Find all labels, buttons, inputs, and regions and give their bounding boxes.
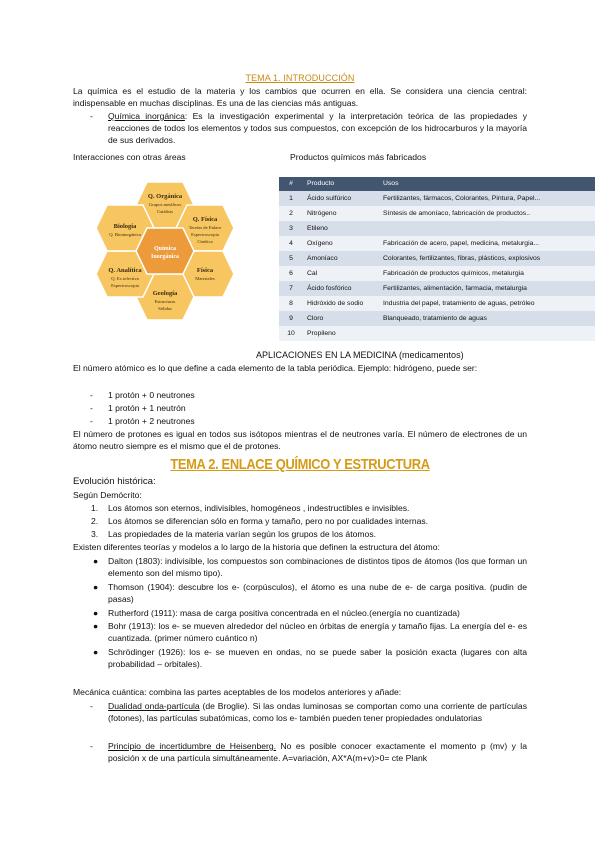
row-uses [379,326,595,341]
heisenberg-item [90,740,527,764]
model-text: Bohr (1913): los e- se mueven alrededor del núcleo en órbitas de energía y tamaño fijas. La energía del e- es cuantizada. (primer número cuántico n) [108,621,527,644]
heisenberg-text: No es posible conocer exactamente el momento p (mv) y la posición x de una partícula simultáneamente. A=variación, AX*A(m+v)>0= cte Plank [108,741,527,764]
table-row [279,266,595,281]
hex-biologia-sub1: Q. Bioinorgánica [109,232,141,237]
hex-geologia-sub2: Sólidas [158,306,172,311]
row-product: Cloro [303,311,379,326]
row-uses: Blanqueado, tratamiento de aguas [379,311,595,326]
hex-organica-sub1: Grupos metálicos [148,202,182,207]
row-product: Nitrógeno [303,206,379,221]
list-number: 3. [91,529,99,539]
democritus-point [91,515,429,527]
row-num: 3 [279,221,303,236]
table-row [279,311,595,326]
table-header-product: Producto [303,177,379,191]
hex-biologia-title: Biología [113,223,137,230]
hex-fisica-q-title: Q. Física [192,216,218,223]
intro-paragraph: La química es el estudio de la materia y los cambios que ocurren en ella. Se considera una ciencia central: indispensable en muchas disciplinas. Es una de las ciencias más antiguas. [73,86,527,109]
row-num: 10 [279,326,303,341]
hex-center-title2: Inorgánica [150,254,180,260]
bullet-dot: ● [93,556,99,566]
duality-term: Dualidad onda-partícula [108,701,200,711]
tema2-title: TEMA 2. ENLACE QUÍMICO Y ESTRUCTURA [170,456,430,473]
dash-bullet: - [90,111,93,121]
hex-analitica-sub1: Q. Es selectiva [111,276,139,281]
row-num: 8 [279,296,303,311]
row-num: 2 [279,206,303,221]
row-product: Oxígeno [303,236,379,251]
hex-geologia-title: Geología [152,290,178,297]
model-item [93,646,527,670]
table-row [279,206,595,221]
hex-fisica-sub1: Materiales [195,276,215,281]
row-uses: Fertilizantes, alimentación, farmacia, metalurgia [379,281,595,296]
row-uses: Industria del papel, tratamiento de aguas, petróleo [379,296,595,311]
democritus-point-text: Los átomos se diferencian sólo en forma y tamaño, pero no por cualidades internas. [108,516,429,526]
products-table [279,177,595,341]
inorganic-definition [90,110,527,147]
model-text: Rutherford (1911): masa de carga positiva concentrada en el núcleo.(energía no cuantizada) [108,608,460,618]
inorganic-term: Química inorgánica [108,111,185,121]
table-header-row [279,177,595,191]
interactions-label: Interacciones con otras áreas [73,152,186,162]
tema1-title: TEMA 1. INTRODUCCIÓN [245,73,355,83]
isotope-item [90,389,195,401]
row-product: Cal [303,266,379,281]
duality-item [90,700,527,724]
democritus-point [91,502,410,514]
bullet-dot: ● [93,621,99,631]
list-number: 2. [91,516,99,526]
row-uses: Fabricación de acero, papel, medicina, metalurgia... [379,236,595,251]
row-uses: Fabricación de productos químicos, metalurgia [379,266,595,281]
hex-organica-title: Q. Orgánica [147,193,183,200]
row-product: Etileno [303,221,379,236]
model-item [93,555,527,579]
row-product: Hidróxido de sodio [303,296,379,311]
dash-bullet: - [90,741,93,751]
hex-fisica-q-sub3: Cinética [197,239,213,244]
row-num: 5 [279,251,303,266]
hex-fisica-q-sub1: Teorías de Enlace [188,225,222,230]
row-uses [379,221,595,236]
model-item [93,607,527,619]
hex-geologia-sub1: Estructuras [154,299,176,304]
protons-paragraph: El número de protones es igual en todos sus isótopos mientras el de neutrones varía. El número de electrones de un átomo neutro siempre es el mismo que el de protones. [73,429,527,452]
table-row [279,236,595,251]
medicine-heading: APLICACIONES EN LA MEDICINA (medicamentos) [256,350,464,360]
table-header-uses: Usos [379,177,595,191]
list-number: 1. [91,503,99,513]
table-row [279,251,595,266]
row-num: 1 [279,191,303,206]
row-num: 9 [279,311,303,326]
row-num: 6 [279,266,303,281]
isotope-text: 1 protón + 0 neutrones [108,390,195,400]
inorganic-text: : Es la investigación experimental y la interpretación teórica de las propiedades y reacciones de todos los elementos y todos sus compuestos, con excepción de los hidrocarburos y la mayoría de sus derivados. [108,111,527,146]
hex-organica-sub2: Catálisis [157,209,173,214]
dash-bullet: - [90,403,93,413]
democritus-point-text: Los átomos son eternos, indivisibles, homogéneos , indestructibles e invisibles. [108,503,410,513]
isotope-text: 1 protón + 1 neutrón [108,403,186,413]
row-uses: Síntesis de amoníaco, fabricación de productos.. [379,206,595,221]
dash-bullet: - [90,390,93,400]
row-product: Ácido fosfórico [303,281,379,296]
dash-bullet: - [90,701,93,711]
model-text: Dalton (1803): indivisible, los compuestos son combinaciones de distintos tipos de átomos (los que forman un elemento son del mismo tipo). [108,556,527,579]
model-item [93,581,527,605]
hex-analitica-title: Q. Analítica [108,267,142,274]
hex-center-title: Química [154,246,176,252]
row-num: 4 [279,236,303,251]
table-row [279,191,595,206]
hex-analitica-sub2: Espectroscopia [111,283,139,288]
row-uses: Colorantes, fertilizantes, fibras, plásticos, explosivos [379,251,595,266]
bullet-dot: ● [93,647,99,657]
theories-intro: Existen diferentes teorías y modelos a lo largo de la historia que definen la estructura del átomo: [73,542,440,552]
evolution-heading: Evolución histórica: [73,476,156,487]
heisenberg-term: Principio de incertidumbre de Heisenberg. [108,741,277,751]
row-product: Propileno [303,326,379,341]
duality-text: (de Broglie). Si las ondas luminosas se comportan como una corriente de partículas (fotones), las partículas subatómicas, como los e- también pueden tener propiedades ondulatorias [108,701,527,724]
model-text: Schrödinger (1926): los e- se mueven en ondas, no se puede saber la posición exacta (lugares con alta probabilidad – orbitales). [108,647,527,670]
table-row [279,296,595,311]
table-header-num: # [279,177,303,191]
table-row [279,326,595,341]
model-item [93,620,527,644]
hexagon-diagram [72,170,262,336]
products-label: Productos químicos más fabricados [290,152,427,162]
hex-fisica-q-sub2: Espectroscopia [191,232,219,237]
democritus-point-text: Las propiedades de la materia varían según los grupos de los átomos. [108,529,377,539]
model-text: Thomson (1904): descubre los e- (corpúsculos), el átomo es una nube de e- de carga positiva. (pudin de pasas) [108,582,527,605]
hex-fisica-title: Física [196,267,214,274]
dash-bullet: - [90,416,93,426]
isotope-item [90,415,195,427]
quantum-intro: Mecánica cuántica: combina las partes aceptables de los modelos anteriores y añade: [73,687,402,697]
atomic-number-paragraph: El número atómico es lo que define a cada elemento de la tabla periódica. Ejemplo: hidrógeno, puede ser: [73,363,478,373]
row-product: Amoníaco [303,251,379,266]
row-num: 7 [279,281,303,296]
row-product: Ácido sulfúrico [303,191,379,206]
isotope-item [90,402,186,414]
row-uses: Fertilizantes, fármacos, Colorantes, Pintura, Papel... [379,191,595,206]
table-row [279,281,595,296]
bullet-dot: ● [93,608,99,618]
democritus-point [91,528,377,540]
democritus-heading: Según Demócrito: [73,490,142,500]
table-row [279,221,595,236]
isotope-text: 1 protón + 2 neutrones [108,416,195,426]
bullet-dot: ● [93,582,99,592]
